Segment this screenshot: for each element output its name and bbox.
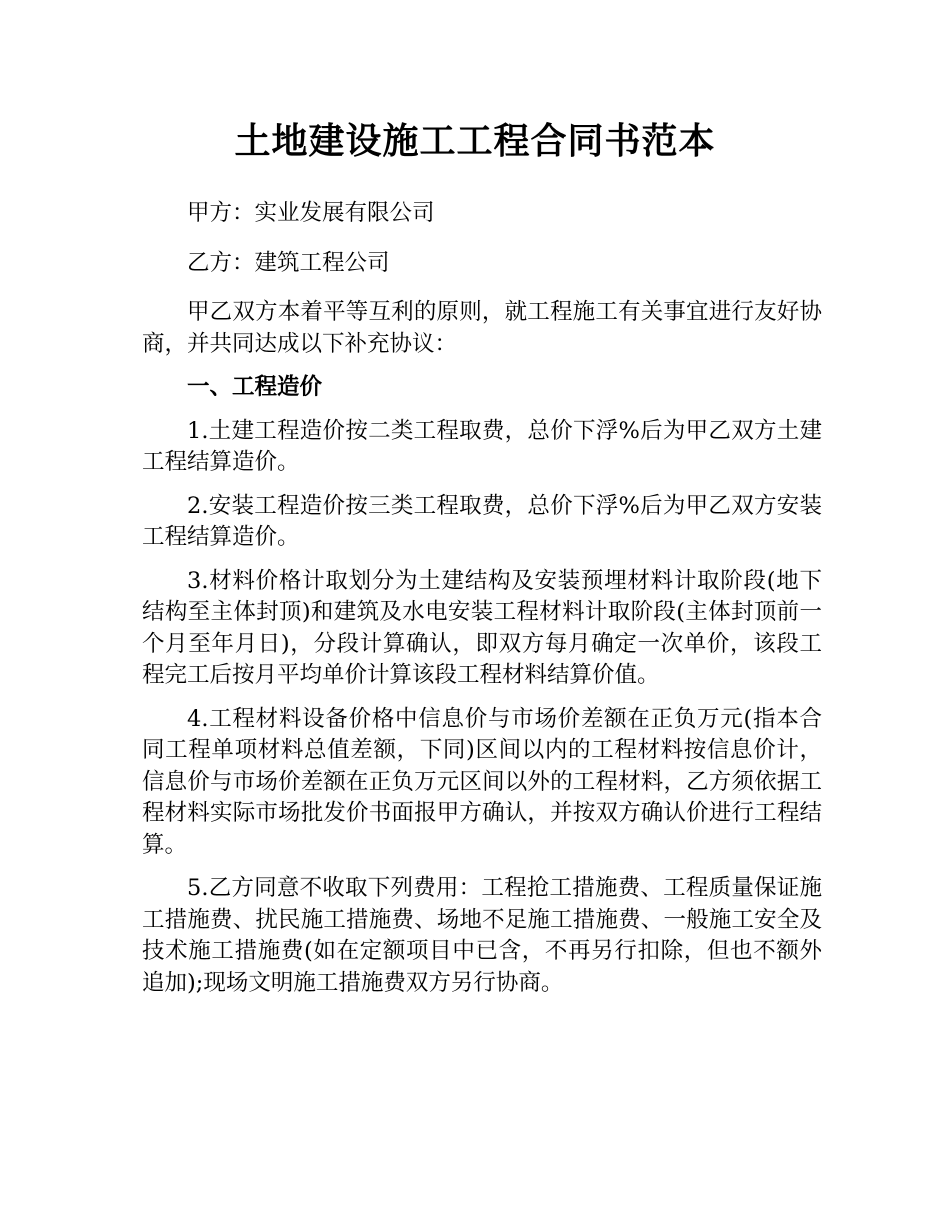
document-body — [142, 198, 822, 1011]
section-heading-price: 一、工程造价 — [187, 374, 323, 400]
clause-2: 2.安装工程造价按三类工程取费，总价下浮%后为甲乙双方安装工程结算造价。 — [142, 492, 822, 550]
party-b-line: 乙方：建筑工程公司 — [187, 249, 390, 276]
clause-1: 1.土建工程造价按二类工程取费，总价下浮%后为甲乙双方土建工程结算造价。 — [142, 417, 822, 475]
clause-3: 3.材料价格计取划分为土建结构及安装预埋材料计取阶段(地下结构至主体封顶)和建筑及水电安装工程材料计取阶段(主体封顶前一个月至年月日)，分段计算确认，即双方每月确定一次单价，该段工程完工后按月平均单价计算该段工程材料结算价值。 — [142, 567, 822, 688]
clause-4: 4.工程材料设备价格中信息价与市场价差额在正负万元(指本合同工程单项材料总值差额，下同)区间以内的工程材料按信息价计，信息价与市场价差额在正负万元区间以外的工程材料，乙方须依据工程材料实际市场批发价书面报甲方确认，并按双方确认价进行工程结算。 — [142, 705, 822, 858]
clause-5: 5.乙方同意不收取下列费用：工程抢工措施费、工程质量保证施工措施费、扰民施工措施费、场地不足施工措施费、一般施工安全及技术施工措施费(如在定额项目中已含，不再另行扣除，但也不额外追加);现场文明施工措施费双方另行协商。 — [142, 875, 822, 996]
party-a-line: 甲方：实业发展有限公司 — [187, 200, 435, 226]
document-title: 土地建设施工工程合同书范本 — [234, 121, 716, 162]
intro-paragraph: 甲乙双方本着平等互利的原则，就工程施工有关事宜进行友好协商，并共同达成以下补充协议： — [142, 299, 822, 357]
